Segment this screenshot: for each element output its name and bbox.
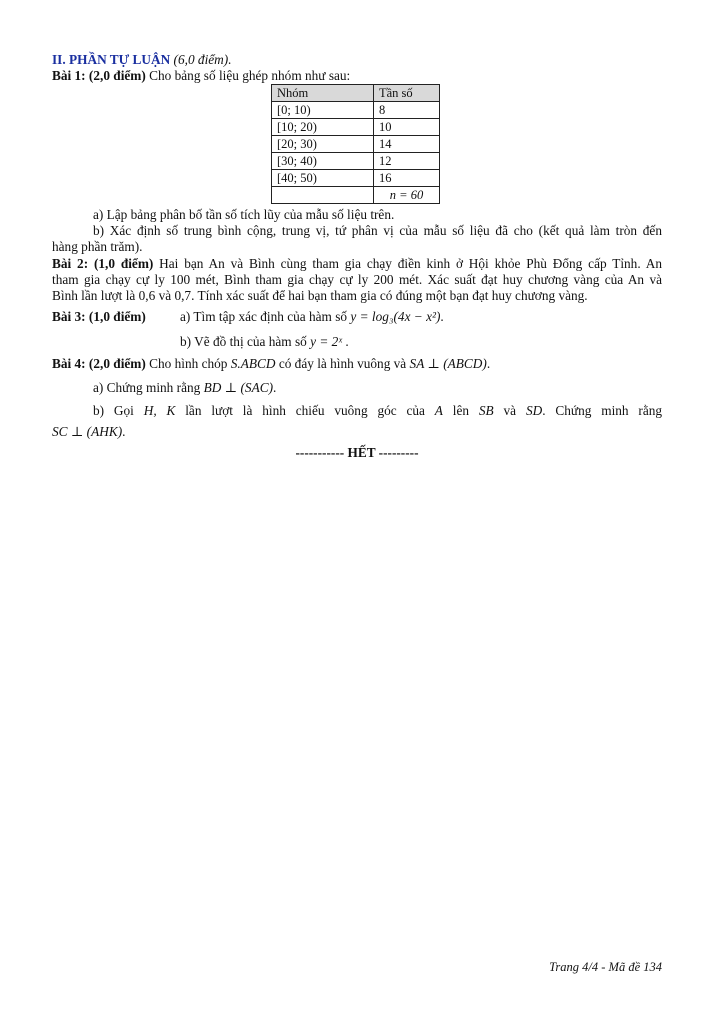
bai2-text: Hai bạn An và Bình cùng tham gia chạy điền kinh ở Hội khỏe Phù Đổng cấp Tỉnh. An: [159, 256, 662, 271]
table-header-row: [272, 85, 440, 102]
bai4-part-b-line1: [93, 403, 662, 418]
bai4-b-text4: và: [503, 403, 517, 418]
bai4-b-text5: . Chứng minh rằng: [542, 403, 663, 418]
bai3-b-math: y = 2ˣ: [310, 334, 343, 349]
bai2-line2: tham gia chạy cự ly 100 mét, Bình tham gia chạy cự ly 200 mét. Xác suất đạt huy chương vàng của An và: [52, 272, 662, 287]
bai4-b-text2: lần lượt là hình chiếu vuông góc của: [185, 403, 425, 418]
bai4-b-sb: SB: [478, 403, 494, 418]
bai4-b-a: A: [434, 403, 443, 418]
bai1-heading: [52, 68, 350, 83]
bai2-label: Bài 2: (1,0 điểm): [52, 256, 154, 271]
bai2-line3: Bình lần lượt là 0,6 và 0,7. Tính xác suất để hai bạn tham gia có đúng một bạn đạt huy chương vàng.: [52, 288, 588, 303]
bai4-heading: Bài 4: (2,0 điểm) Cho hình chóp S.ABCD có đáy là hình vuông và SA ⊥ (ABCD).: [52, 356, 491, 371]
bai3-label: [52, 309, 146, 324]
bai1-part-a: a) Lập bảng phân bố tần số tích lũy của mẫu số liệu trên.: [93, 207, 395, 222]
table-cell: [10; 20): [272, 119, 374, 136]
table-cell: 10: [374, 119, 440, 136]
table-row: [272, 136, 440, 153]
bai4-label: Bài 4: (2,0 điểm): [52, 356, 146, 371]
header-group: Nhóm: [272, 85, 374, 102]
bai2-line1: [52, 256, 662, 271]
bai4-a-text: a) Chứng minh rằng: [93, 380, 201, 395]
table-row: [272, 170, 440, 187]
bai3-b-text: b) Vẽ đồ thị của hàm số: [180, 334, 307, 349]
bai4-b-math: SC ⊥ (AHK): [52, 424, 123, 439]
table-cell: [20; 30): [272, 136, 374, 153]
bai4-b-hk: H, K: [143, 403, 176, 418]
bai4-b-sd: SD: [525, 403, 543, 418]
header-frequency: Tần số: [374, 85, 440, 102]
bai3-a-math: y = log₃(4x − x²): [350, 309, 441, 324]
bai4-part-a: a) Chứng minh rằng BD ⊥ (SAC).: [93, 380, 277, 395]
table-total: n = 60: [374, 187, 440, 204]
section-points: (6,0 điểm).: [173, 52, 232, 67]
bai1-part-b-line1: b) Xác định số trung bình cộng, trung vị, tứ phân vị của mẫu số liệu đã cho (kết quả làm tròn đến: [93, 223, 662, 238]
section-heading: [52, 52, 232, 67]
bai1-intro: Cho bảng số liệu ghép nhóm như sau:: [149, 68, 351, 83]
bai3-a-text: a) Tìm tập xác định của hàm số: [180, 309, 348, 324]
table-row: [272, 153, 440, 170]
table-cell: [0; 10): [272, 102, 374, 119]
table-empty-cell: [272, 187, 374, 204]
table-total-row: [272, 187, 440, 204]
table-cell: 14: [374, 136, 440, 153]
bai4-pyramid: S.ABCD: [230, 356, 276, 371]
end-marker: [0, 445, 714, 461]
table-cell: 8: [374, 102, 440, 119]
table-cell: [30; 40): [272, 153, 374, 170]
bai3-part-a: a) Tìm tập xác định của hàm số y = log₃(4x − x²).: [180, 309, 444, 324]
bai4-a-math: BD ⊥ (SAC): [203, 380, 273, 395]
table-cell: 12: [374, 153, 440, 170]
table-row: [272, 102, 440, 119]
page-footer: Trang 4/4 - Mã đề 134: [549, 960, 662, 974]
bai4-b-text3: lên: [452, 403, 470, 418]
end-text: ----------- HẾT ---------: [295, 445, 419, 460]
frequency-table: [271, 84, 440, 204]
bai4-perp: SA ⊥ (ABCD): [409, 356, 487, 371]
bai1-part-b-line2: hàng phần trăm).: [52, 239, 143, 254]
table-row: [272, 119, 440, 136]
bai3-label-text: Bài 3: (1,0 điểm): [52, 309, 146, 324]
table-cell: 16: [374, 170, 440, 187]
bai4-part-b-line2: SC ⊥ (AHK).: [52, 424, 126, 439]
bai4-intro: Cho hình chóp: [149, 356, 228, 371]
section-title: II. PHẦN TỰ LUẬN: [52, 52, 171, 67]
bai4-b-text1: b) Gọi: [93, 403, 134, 418]
table-cell: [40; 50): [272, 170, 374, 187]
bai1-label: Bài 1: (2,0 điểm): [52, 68, 146, 83]
bai4-intro2: có đáy là hình vuông và: [278, 356, 407, 371]
bai3-part-b: b) Vẽ đồ thị của hàm số y = 2ˣ .: [180, 334, 349, 349]
